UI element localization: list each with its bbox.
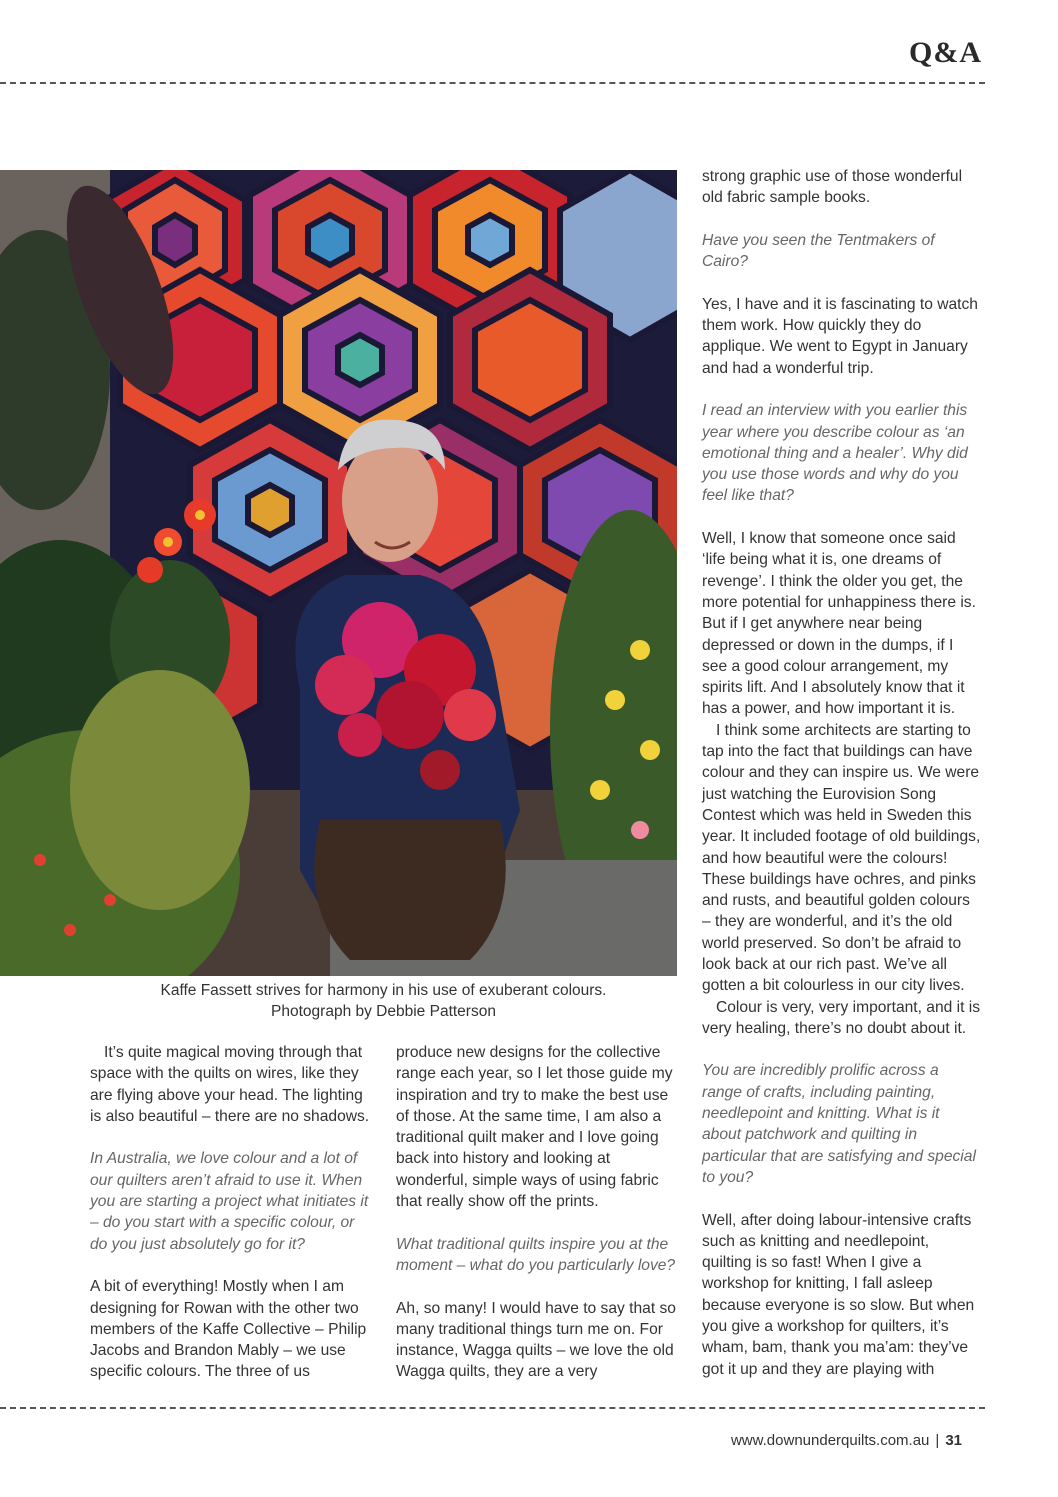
section-label: Q&A	[909, 36, 982, 69]
paragraph: It’s quite magical moving through that space with the quilts on wires, like they are flying above your head. The lighting is also beautiful – there are no shadows.	[90, 1044, 370, 1125]
paragraph: Well, after doing labour-intensive crafts such as knitting and needlepoint, quilting is so fast! When I give a workshop for knitting, I fall asleep because everyone is so slow. But when you give a workshop for quilters, it’s wham, bam, thank you ma’am: they’ve got it up and they are playing with	[702, 1211, 975, 1378]
question: In Australia, we love colour and a lot of our quilters aren’t afraid to use it. When you are starting a project what initiates it – do you start with a specific colour, or do you just absolutely go for it?	[90, 1150, 369, 1253]
article-column-1	[90, 1042, 375, 1383]
paragraph: produce new designs for the collective range each year, so I let those guide my inspiration and try to make the best use of those. At the same time, I am also a traditional quilt maker and I love going back into history and looking at wonderful, simple ways of using fabric that really show off the prints.	[396, 1044, 673, 1211]
bottom-dashed-rule	[0, 1407, 985, 1409]
article-column-2	[396, 1042, 679, 1383]
page-number: 31	[945, 1432, 962, 1449]
website-link[interactable]: www.downunderquilts.com.au	[730, 1432, 930, 1449]
top-dashed-rule	[0, 82, 985, 84]
article-column-3	[702, 166, 982, 1380]
question: What traditional quilts inspire you at the moment – what do you particularly love?	[396, 1235, 676, 1274]
paragraph: A bit of everything! Mostly when I am designing for Rowan with the other two members of the Kaffe Collective – Philip Jacobs and Brandon Mably – we use specific colours. The three of us	[90, 1278, 367, 1381]
feature-photo	[0, 170, 677, 976]
question: You are incredibly prolific across a range of crafts, including painting, needlepoint and knitting. What is it about patchwork and quilting in particular that are satisfying and special to you?	[702, 1062, 976, 1186]
paragraph: Well, I know that someone once said ‘life being what it is, one dreams of revenge’. I think the older you get, the more potential for unhappiness there is. But if I get anywhere near being depressed or down in the dumps, if I see a good colour arrangement, my spirits lift. And I absolutely know that it has a power, and how important it is.	[702, 530, 976, 718]
paragraph: I think some architects are starting to tap into the fact that buildings can have colour and they can inspire us. We were just watching the Eurovision Song Contest which was held in Sweden this year. It included footage of old buildings, and how beautiful were the colours! These buildings have ochres, and pinks and rusts, and beautiful golden colours – they are wonderful, and it’s the old world preserved. So don’t be afraid to look back at our rich past. We’ve all gotten a bit colourless in our city lives.	[702, 721, 981, 995]
caption-line-2: Photograph by Debbie Patterson	[271, 1003, 496, 1020]
paragraph: Colour is very, very important, and it is very healing, there’s no doubt about it.	[702, 998, 981, 1037]
footer-separator: |	[935, 1432, 940, 1449]
paragraph: Ah, so many! I would have to say that so many traditional things turn me on. For instance, Wagga quilts – we love the old Wagga quilts, they are a very	[396, 1299, 676, 1381]
caption-line-1: Kaffe Fassett strives for harmony in his use of exuberant colours.	[160, 982, 607, 999]
question: I read an interview with you earlier this year where you describe colour as ‘an emotional thing and a healer’. Why did you use those words and why do you feel like that?	[702, 402, 968, 505]
page-footer	[731, 1432, 962, 1449]
photo-caption	[90, 980, 677, 1022]
paragraph: strong graphic use of those wonderful old fabric sample books.	[702, 168, 963, 207]
paragraph: Yes, I have and it is fascinating to watch them work. How quickly they do applique. We went to Egypt in January and had a wonderful trip.	[702, 295, 978, 377]
question: Have you seen the Tentmakers of Cairo?	[702, 231, 935, 271]
